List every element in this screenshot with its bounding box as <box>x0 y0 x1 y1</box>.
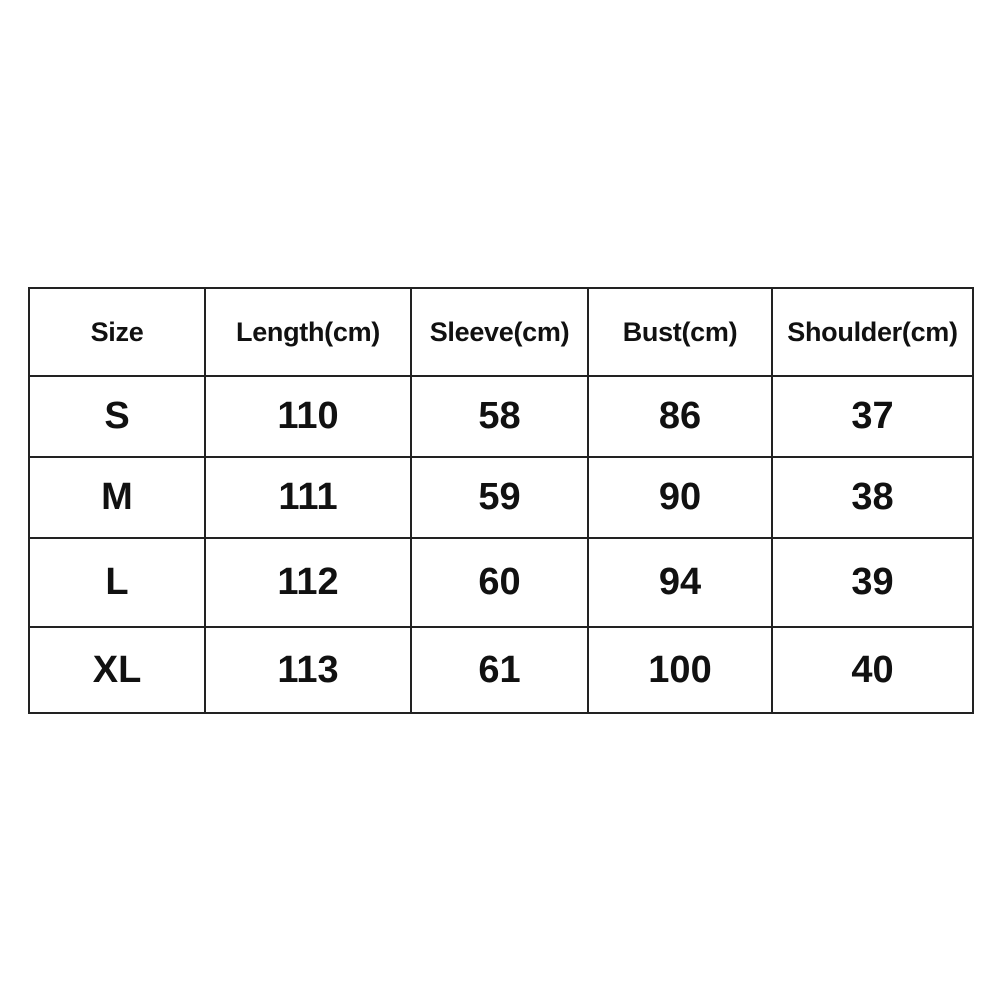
cell-bust: 90 <box>588 457 772 538</box>
size-chart-table <box>28 287 974 714</box>
cell-sleeve: 59 <box>411 457 588 538</box>
cell-size: S <box>29 376 205 457</box>
cell-bust: 86 <box>588 376 772 457</box>
header-length: Length(cm) <box>205 288 411 376</box>
header-size: Size <box>29 288 205 376</box>
cell-size: L <box>29 538 205 627</box>
cell-length: 111 <box>205 457 411 538</box>
header-bust: Bust(cm) <box>588 288 772 376</box>
cell-shoulder: 39 <box>772 538 973 627</box>
header-sleeve: Sleeve(cm) <box>411 288 588 376</box>
cell-length: 113 <box>205 627 411 713</box>
cell-sleeve: 61 <box>411 627 588 713</box>
cell-length: 112 <box>205 538 411 627</box>
cell-sleeve: 58 <box>411 376 588 457</box>
table-row <box>29 538 973 627</box>
table-row <box>29 457 973 538</box>
header-shoulder: Shoulder(cm) <box>772 288 973 376</box>
cell-size: M <box>29 457 205 538</box>
cell-bust: 100 <box>588 627 772 713</box>
table-row <box>29 627 973 713</box>
cell-bust: 94 <box>588 538 772 627</box>
cell-length: 110 <box>205 376 411 457</box>
cell-size: XL <box>29 627 205 713</box>
cell-shoulder: 40 <box>772 627 973 713</box>
cell-sleeve: 60 <box>411 538 588 627</box>
table-header-row <box>29 288 973 376</box>
table-row <box>29 376 973 457</box>
cell-shoulder: 38 <box>772 457 973 538</box>
cell-shoulder: 37 <box>772 376 973 457</box>
